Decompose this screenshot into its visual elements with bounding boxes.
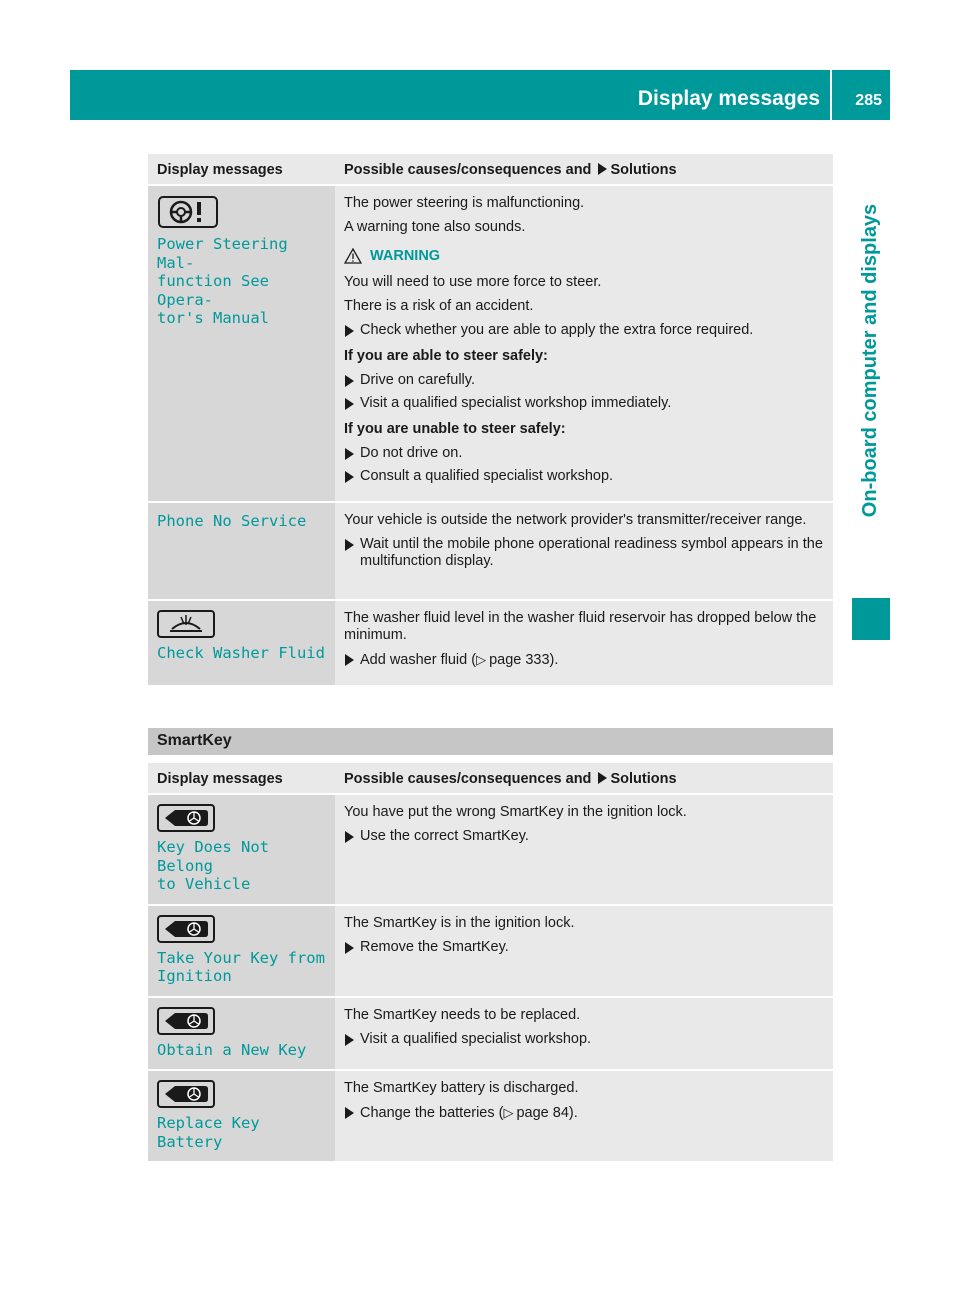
page-reference-link[interactable]: page 84).	[516, 1105, 578, 1121]
arrow-icon	[345, 539, 354, 551]
solution-cell	[335, 905, 833, 997]
solution-step: Check whether you are able to apply the extra force required.	[344, 322, 825, 339]
message-cell	[148, 794, 335, 905]
col-header-solutions: Possible causes/consequences and Solutions	[335, 154, 833, 185]
arrow-icon	[598, 163, 607, 175]
arrow-icon	[345, 654, 354, 666]
washer-fluid-icon	[157, 610, 215, 638]
solution-cell	[335, 997, 833, 1071]
arrow-icon	[345, 325, 354, 337]
page-title: Display messages	[637, 87, 820, 110]
solution-cell	[335, 502, 833, 600]
page-ref-icon: ▷	[503, 1105, 514, 1120]
section-title: SmartKey	[157, 732, 232, 749]
arrow-icon	[345, 942, 354, 954]
cause-text: The SmartKey battery is discharged.	[344, 1080, 579, 1096]
page-number: 285	[855, 92, 882, 109]
cause-text: You have put the wrong SmartKey in the ignition lock.	[344, 804, 687, 820]
side-tab-label: On-board computer and displays	[859, 203, 882, 517]
table-row	[148, 905, 833, 997]
solution-step: Consult a qualified specialist workshop.	[344, 468, 825, 485]
solution-cell	[335, 185, 833, 502]
display-message-text: Power Steering Mal‐ function See Opera‐ tor's Manual	[157, 235, 288, 327]
arrow-icon	[345, 398, 354, 410]
message-cell	[148, 905, 335, 997]
solution-cell	[335, 794, 833, 905]
steering-wheel-warning-icon	[157, 195, 219, 229]
arrow-icon	[345, 471, 354, 483]
table-row	[148, 997, 833, 1071]
smartkey-icon	[157, 915, 215, 943]
cause-text: The washer fluid level in the washer fluid reservoir has dropped below the minimum.	[344, 610, 817, 643]
solution-step: Use the correct SmartKey.	[344, 828, 825, 845]
header-divider	[830, 70, 832, 120]
arrow-icon	[345, 375, 354, 387]
solution-step: Visit a qualified specialist workshop.	[344, 1031, 825, 1048]
solution-cell	[335, 600, 833, 686]
message-cell	[148, 600, 335, 686]
table-header-row	[148, 154, 833, 185]
message-cell	[148, 502, 335, 600]
display-messages-table-1	[148, 154, 833, 687]
arrow-icon	[345, 1107, 354, 1119]
solution-step: Wait until the mobile phone operational readiness symbol appears in the multifunction display.	[344, 536, 825, 570]
cause-text: The SmartKey needs to be replaced.	[344, 1006, 581, 1023]
section-heading	[148, 728, 833, 755]
display-message-text: Key Does Not Belong to Vehicle	[157, 838, 269, 893]
display-message-text: Take Your Key from Ignition	[157, 948, 325, 985]
warning-text: There is a risk of an accident.	[344, 298, 534, 314]
display-messages-table-2	[148, 763, 833, 1163]
message-cell	[148, 997, 335, 1071]
warning-triangle-icon	[344, 248, 362, 264]
page-header	[70, 70, 890, 120]
page-ref-icon: ▷	[476, 652, 487, 667]
table-row	[148, 600, 833, 686]
arrow-icon	[345, 831, 354, 843]
warning-label: WARNING	[344, 248, 825, 264]
col-header-solutions: Possible causes/consequences and Solutions	[335, 763, 833, 794]
arrow-icon	[598, 772, 607, 784]
condition-heading: If you are unable to steer safely:	[344, 421, 566, 437]
solution-cell	[335, 1070, 833, 1162]
message-cell	[148, 1070, 335, 1162]
solution-step: Add washer fluid (▷ page 333).	[344, 651, 825, 669]
condition-heading: If you are able to steer safely:	[344, 348, 548, 364]
table-row	[148, 1070, 833, 1162]
cause-text: A warning tone also sounds.	[344, 219, 526, 235]
table-row	[148, 185, 833, 502]
display-message-text: Obtain a New Key	[157, 1040, 307, 1059]
smartkey-icon	[157, 1007, 215, 1035]
cause-text: The power steering is malfunctioning.	[344, 195, 585, 211]
cause-text: Your vehicle is outside the network provider's transmitter/receiver range.	[344, 512, 807, 528]
table-row	[148, 794, 833, 905]
cause-text: The SmartKey is in the ignition lock.	[344, 914, 575, 931]
table-header-row	[148, 763, 833, 794]
arrow-icon	[345, 448, 354, 460]
solution-step: Drive on carefully.	[344, 372, 825, 389]
smartkey-icon	[157, 804, 215, 832]
warning-text: You will need to use more force to steer.	[344, 274, 602, 290]
solution-step: Visit a qualified specialist workshop immediately.	[344, 395, 825, 412]
display-message-text: Phone No Service	[157, 512, 307, 530]
side-tab	[852, 130, 890, 590]
arrow-icon	[345, 1034, 354, 1046]
solution-step: Remove the SmartKey.	[344, 939, 825, 956]
table-row	[148, 502, 833, 600]
side-tab-marker	[852, 598, 890, 640]
col-header-messages: Display messages	[148, 763, 335, 794]
col-header-messages: Display messages	[148, 154, 335, 185]
message-cell	[148, 185, 335, 502]
display-message-text: Replace Key Battery	[157, 1114, 269, 1151]
smartkey-icon	[157, 1080, 215, 1108]
page-reference-link[interactable]: page 333).	[489, 652, 559, 668]
display-message-text: Check Washer Fluid	[157, 644, 325, 662]
solution-step: Change the batteries (▷ page 84).	[344, 1104, 825, 1122]
solution-step: Do not drive on.	[344, 445, 825, 462]
